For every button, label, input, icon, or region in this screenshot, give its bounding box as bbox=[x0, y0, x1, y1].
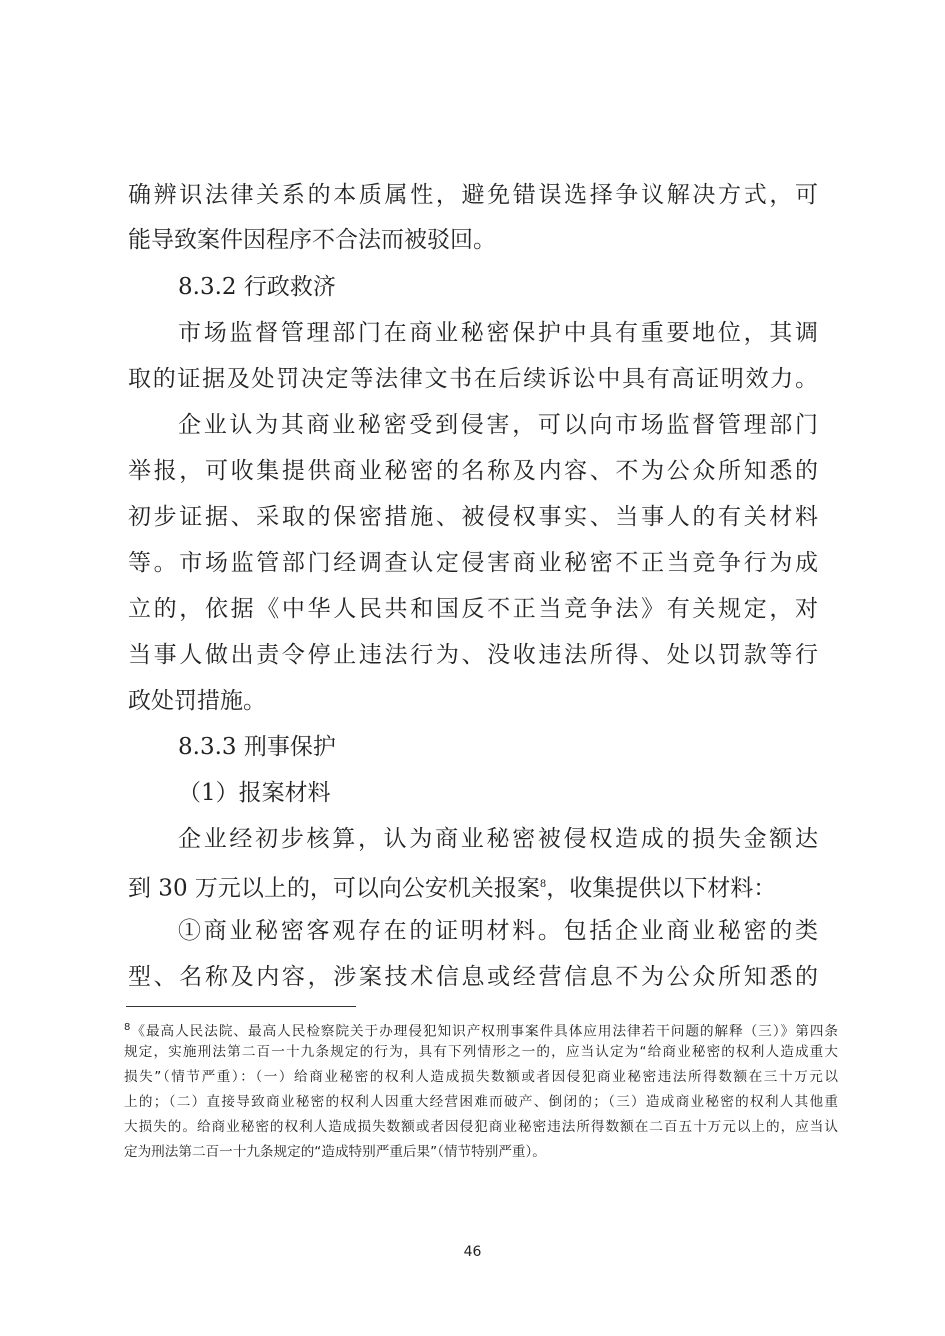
body-line: 政处罚措施。 bbox=[128, 688, 266, 714]
footnote-line: 定为刑法第二百一十九条规定的“造成特别严重后果”（情节特别严重）。 bbox=[124, 1144, 546, 1160]
body-line: ①商业秘密客观存在的证明材料。包括企业商业秘密的类 bbox=[178, 918, 818, 944]
footnote-line bbox=[124, 1015, 838, 1040]
footnote bbox=[124, 1015, 838, 1165]
body-line: 当事人做出责令停止违法行为、没收违法所得、处以罚款等行 bbox=[128, 642, 818, 668]
body-line: 等。市场监管部门经调查认定侵害商业秘密不正当竞争行为成 bbox=[128, 550, 818, 576]
footnote-marker: 8 bbox=[124, 1022, 131, 1033]
body-line: 立的，依据《中华人民共和国反不正当竞争法》有关规定，对 bbox=[128, 596, 818, 622]
body-line: 取的证据及处罚决定等法律文书在后续诉讼中具有高证明效力。 bbox=[128, 366, 818, 392]
body-line: 企业经初步核算，认为商业秘密被侵权造成的损失金额达 bbox=[178, 826, 818, 852]
footnote-text: 《最高人民法院、最高人民检察院关于办理侵犯知识产权刑事案件具体应用法律若干问题的解释（三）》第四条 bbox=[130, 1023, 838, 1040]
body-line: 确辨识法律关系的本质属性，避免错误选择争议解决方式，可 bbox=[128, 182, 818, 208]
body-line: 市场监督管理部门在商业秘密保护中具有重要地位，其调 bbox=[178, 320, 818, 346]
body-text: 到 30 万元以上的，可以向公安机关报案 bbox=[128, 875, 540, 902]
page-number: 46 bbox=[463, 1244, 482, 1260]
body-text: ，收集提供以下材料： bbox=[546, 875, 777, 902]
footnote-line: 规定，实施刑法第二百一十九条规定的行为，具有下列情形之一的，应当认定为“给商业秘密的权利人造成重大 bbox=[124, 1044, 838, 1060]
subsection-heading: （1）报案材料 bbox=[178, 780, 331, 806]
body-line: 能导致案件因程序不合法而被驳回。 bbox=[128, 227, 496, 253]
body-line: 举报，可收集提供商业秘密的名称及内容、不为公众所知悉的 bbox=[128, 458, 818, 484]
footnote-reference[interactable]: 8 bbox=[539, 879, 547, 890]
section-heading: 8.3.3 刑事保护 bbox=[178, 734, 336, 760]
footnote-line: 损失”（情节严重）：（一）给商业秘密的权利人造成损失数额或者因侵犯商业秘密违法所得数额在三十万元以 bbox=[124, 1069, 838, 1085]
body-line: 初步证据、采取的保密措施、被侵权事实、当事人的有关材料 bbox=[128, 504, 818, 530]
body-line: 型、名称及内容，涉案技术信息或经营信息不为公众所知悉的 bbox=[128, 964, 818, 990]
footnote-divider bbox=[126, 1006, 356, 1007]
footnote-line: 大损失的。给商业秘密的权利人造成损失数额或者因侵犯商业秘密违法所得数额在二百五十万元以上的，应当认 bbox=[124, 1119, 838, 1135]
body-line bbox=[128, 870, 818, 900]
body-line: 企业认为其商业秘密受到侵害，可以向市场监督管理部门 bbox=[178, 412, 818, 438]
footnote-line: 上的；（二）直接导致商业秘密的权利人因重大经营困难而破产、倒闭的；（三）造成商业秘密的权利人其他重 bbox=[124, 1094, 838, 1110]
section-heading: 8.3.2 行政救济 bbox=[178, 274, 336, 300]
